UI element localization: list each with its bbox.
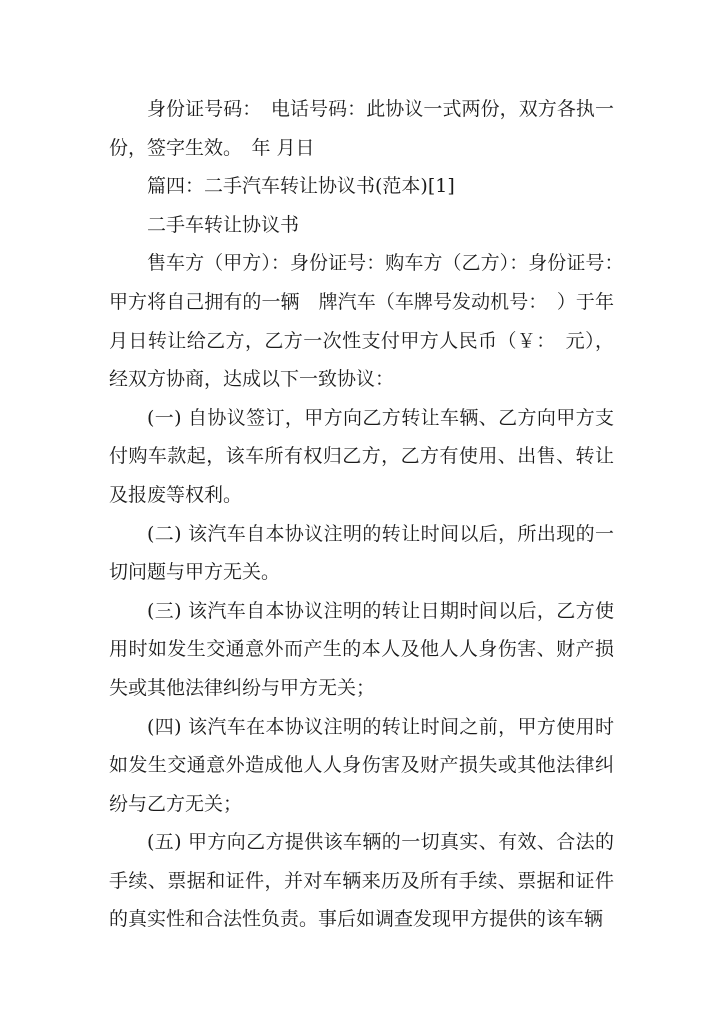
paragraph-section-heading: 篇四：二手汽车转让协议书(范本)[1] <box>147 175 455 198</box>
paragraph-clause-3: (三) 该汽车自本协议注明的转让日期时间以后，乙方使用时如发生交通意外而产生的本人及他人人身伤害、财产损失或其他法律纠纷与甲方无关； <box>109 599 614 699</box>
paragraph-parties: 售车方（甲方）：身份证号：购车方（乙方）：身份证号： 甲方将自己拥有的一辆 牌汽车（车牌号发动机号： ）于年 月日转让给乙方，乙方一次性支付甲方人民币（￥： 元），经双方协商，达成以下一致协议： <box>109 252 634 391</box>
paragraph-agreement-title: 二手车转让协议书 <box>147 213 300 236</box>
paragraph-clause-5: (五) 甲方向乙方提供该车辆的一切真实、有效、合法的手续、票据和证件，并对车辆来历及所有手续、票据和证件的真实性和合法性负责。事后如调查发现甲方提供的该车辆 <box>109 831 614 931</box>
paragraph-clause-2: (二) 该汽车自本协议注明的转让时间以后，所出现的一切问题与甲方无关。 <box>109 522 614 584</box>
document-body <box>109 90 634 939</box>
paragraph-signature-line: 身份证号码： 电话号码：此协议一式两份，双方各执一份，签字生效。 年 月日 <box>109 98 614 159</box>
paragraph-clause-1: (一) 自协议签订，甲方向乙方转让车辆、乙方向甲方支付购车款起，该车所有权归乙方，乙方有使用、出售、转让及报废等权利。 <box>109 406 614 506</box>
paragraph-clause-4: (四) 该汽车在本协议注明的转让时间之前，甲方使用时如发生交通意外造成他人人身伤害及财产损失或其他法律纠纷与乙方无关； <box>109 715 614 815</box>
